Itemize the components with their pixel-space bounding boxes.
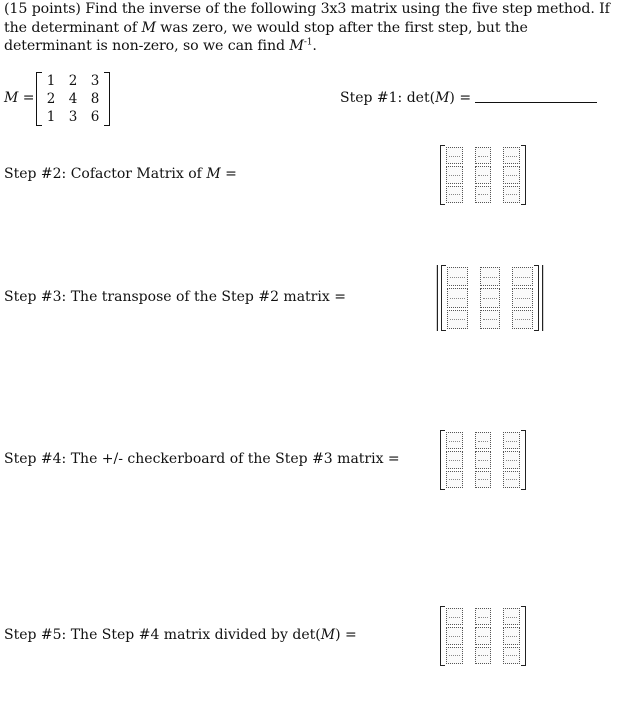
- step1-pre: Step #1: det(: [340, 90, 436, 106]
- answer-box[interactable]: [446, 147, 463, 164]
- answer-box[interactable]: [503, 451, 520, 468]
- answer-box[interactable]: [503, 647, 520, 664]
- answer-box[interactable]: [503, 147, 520, 164]
- matrix-cell: 2: [68, 73, 78, 89]
- answer-box[interactable]: [446, 166, 463, 183]
- matrix-cell: 3: [68, 109, 78, 125]
- problem-statement: [4, 0, 616, 56]
- transpose-matrix-answer: [441, 265, 539, 331]
- step5-var: M: [320, 627, 336, 643]
- answer-box[interactable]: [512, 267, 533, 286]
- answer-box[interactable]: [503, 186, 520, 203]
- cofactor-matrix-answer: [440, 145, 526, 205]
- step2-pre: Step #2: Cofactor Matrix of: [4, 166, 207, 182]
- answer-box[interactable]: [446, 471, 463, 488]
- step5-post: ) =: [335, 627, 357, 643]
- answer-box[interactable]: [480, 288, 501, 307]
- matrix-label-eq: =: [18, 90, 35, 106]
- answer-box[interactable]: [503, 608, 520, 625]
- answer-box[interactable]: [503, 166, 520, 183]
- step1-label: [340, 90, 597, 106]
- answer-box[interactable]: [446, 627, 463, 644]
- answer-box[interactable]: [475, 608, 492, 625]
- given-matrix: [36, 72, 110, 126]
- answer-box[interactable]: [475, 451, 492, 468]
- answer-box[interactable]: [480, 267, 501, 286]
- intro-text-2: was zero, we would stop after the first step, but the determinant is non-zero, so we can find: [4, 19, 528, 54]
- answer-box[interactable]: [475, 186, 492, 203]
- answer-box[interactable]: [503, 471, 520, 488]
- intro-text-3: .: [312, 38, 317, 54]
- answer-box[interactable]: [446, 451, 463, 468]
- answer-box[interactable]: [446, 432, 463, 449]
- answer-box[interactable]: [446, 186, 463, 203]
- intro-var-m-inverse: M: [289, 38, 304, 54]
- answer-box[interactable]: [475, 147, 492, 164]
- answer-box[interactable]: [475, 166, 492, 183]
- step1-post: ) =: [449, 90, 472, 106]
- answer-box[interactable]: [446, 608, 463, 625]
- matrix-cell: 3: [90, 73, 100, 89]
- matrix-cell: 1: [46, 73, 56, 89]
- answer-box[interactable]: [512, 310, 533, 329]
- inverse-superscript: -1: [303, 37, 313, 48]
- answer-box[interactable]: [512, 288, 533, 307]
- matrix-cell: 1: [46, 109, 56, 125]
- step3-label: Step #3: The transpose of the Step #2 matrix =: [4, 289, 346, 305]
- answer-box[interactable]: [475, 432, 492, 449]
- matrix-cell: 6: [90, 109, 100, 125]
- step2-var: M: [206, 166, 221, 182]
- inverse-matrix-answer: [440, 606, 526, 666]
- matrix-cell: 8: [90, 91, 100, 107]
- answer-box[interactable]: [503, 432, 520, 449]
- step2-label: [4, 166, 237, 182]
- checkerboard-matrix-answer: [440, 430, 526, 490]
- matrix-cell: 2: [46, 91, 56, 107]
- matrix-label: [4, 90, 35, 106]
- step1-var: M: [435, 90, 450, 106]
- answer-box[interactable]: [480, 310, 501, 329]
- answer-box[interactable]: [475, 627, 492, 644]
- answer-box[interactable]: [475, 647, 492, 664]
- step4-label: Step #4: The +/- checkerboard of the Step #3 matrix =: [4, 451, 400, 467]
- answer-box[interactable]: [447, 310, 468, 329]
- intro-var-m: M: [141, 19, 156, 36]
- answer-box[interactable]: [503, 627, 520, 644]
- matrix-label-var: M: [4, 90, 19, 106]
- intro-text-1: (15 points) Find the inverse of the following 3x3 matrix using the five step method. If the determinant of: [4, 1, 610, 36]
- answer-box[interactable]: [475, 471, 492, 488]
- answer-box[interactable]: [447, 288, 468, 307]
- answer-box[interactable]: [447, 267, 468, 286]
- answer-box[interactable]: [446, 647, 463, 664]
- step5-pre: Step #5: The Step #4 matrix divided by det(: [4, 627, 321, 643]
- determinant-answer-blank[interactable]: [475, 90, 597, 103]
- step2-post: =: [220, 166, 237, 182]
- step5-label: [4, 627, 357, 643]
- matrix-cell: 4: [68, 91, 78, 107]
